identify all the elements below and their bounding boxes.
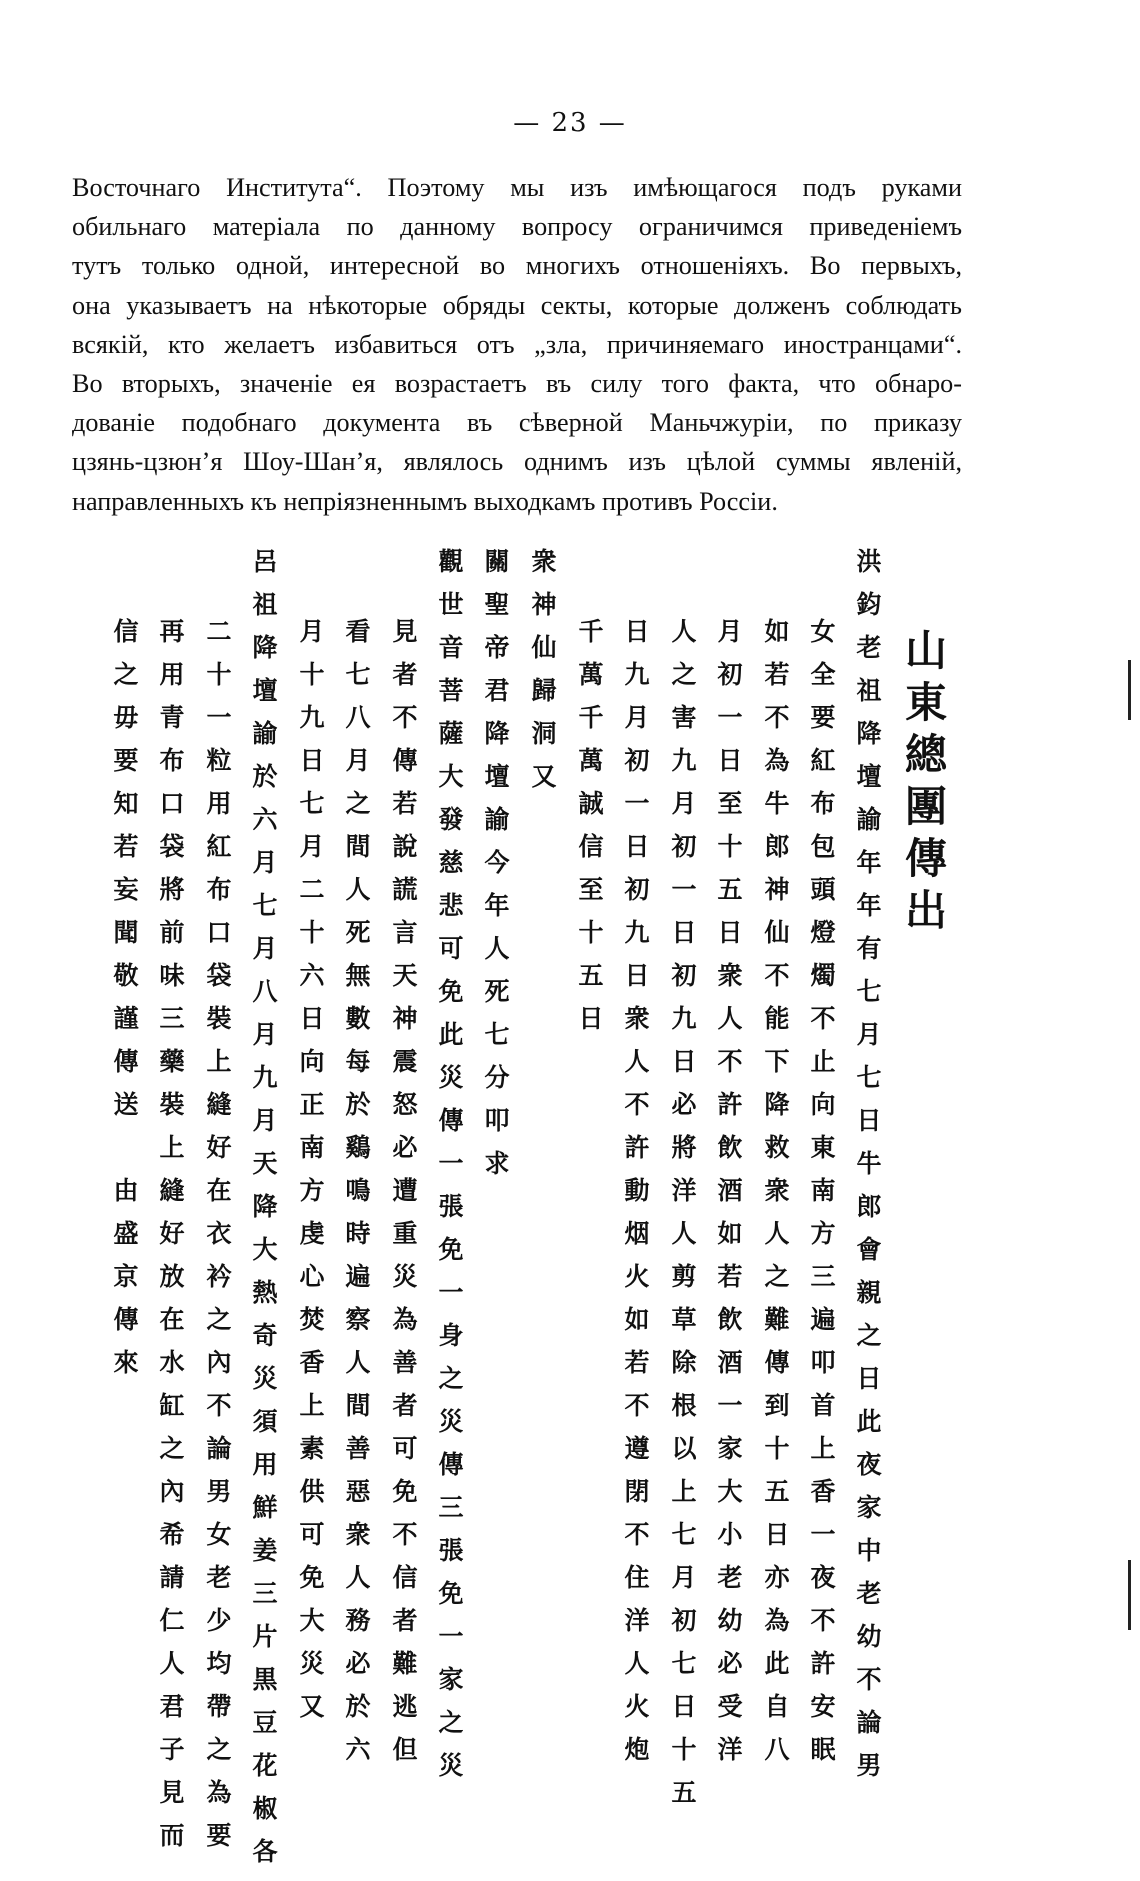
chinese-column: 月初一日至十五日衆人不許飲酒如若飲酒一家大小老幼必受洋 [714, 618, 743, 1779]
chinese-column: 二十一粒用紅布口袋裝上縫好在衣衿之內不論男女老少均帶之為要 [203, 618, 232, 1865]
chinese-column: 見者不傳若說謊言天神震怒必遭重災為善者可免不信者難逃但 [389, 618, 418, 1779]
scan-edge-mark [1128, 660, 1131, 720]
russian-line: направленныхъ къ непріязненнымъ выходкамъ противъ Россіи. [72, 486, 778, 516]
chinese-column: 女全要紅布包頭燈燭不止向東南方三遍叩首上香一夜不許安眠 [807, 618, 836, 1779]
chinese-column: 關聖帝君降壇諭今年人死七分叩求 [481, 548, 510, 1193]
chinese-column: 信之毋要知若妄聞敬謹傳送 由盛京傳來 [110, 618, 139, 1392]
chinese-column: 呂祖降壇諭於六月七月八月九月天降大熱奇災須用鮮姜三片黒豆花椒各 [249, 548, 278, 1881]
chinese-column: 觀世音菩薩大發慈悲可免此災傳一張免一身之災傳三張免一家之災 [435, 548, 464, 1795]
russian-line: всякій, кто желаетъ избавиться отъ „зла, причиняемаго иностранцами“. [72, 329, 962, 359]
russian-line: дованіе подобнаго документа въ сѣверной Маньчжуріи, по приказу [72, 408, 962, 438]
russian-line: Восточнаго Института“. Поэтому мы изъ имѣющагося подъ руками [72, 173, 962, 202]
chinese-column: 再用青布口袋將前味三藥裝上縫好放在水缸之內希請仁人君子見而 [156, 618, 185, 1865]
chinese-column: 如若不為牛郎神仙不能下降救衆人之難傳到十五日亦為此自八 [761, 618, 790, 1779]
russian-line: цзянь-цзюн’я Шоу-Шан’я, являлось однимъ изъ цѣлой суммы явленій, [72, 447, 962, 477]
chinese-column: 人之害九月初一日初九日必將洋人剪草除根以上七月初七日十五 [668, 618, 697, 1822]
russian-line: тутъ только одной, интересной во многихъ отношеніяхъ. Во первыхъ, [72, 251, 962, 281]
chinese-column: 洪鈞老祖降壇諭年年有七月七日牛郎會親之日此夜家中老幼不論男 [853, 548, 882, 1795]
scan-edge-mark [1128, 1560, 1131, 1630]
chinese-proclamation [0, 548, 1140, 1881]
russian-line: Во вторыхъ, значеніе ея возрастаетъ въ силу того факта, что обнаро- [72, 369, 962, 399]
russian-line: она указываетъ на нѣкоторые обряды секты, которые долженъ соблюдать [72, 290, 962, 320]
russian-paragraph [72, 168, 962, 521]
proclamation-title: 山東總團傳出 [899, 628, 948, 940]
chinese-column: 衆神仙歸洞又 [528, 548, 557, 806]
page-number: — 23 — [513, 108, 627, 138]
chinese-column: 日九月初一日初九日衆人不許動烟火如若不遵閉不住洋人火炮 [621, 618, 650, 1779]
russian-line: обильнаго матеріала по данному вопросу ограничимся приведеніемъ [72, 212, 962, 242]
chinese-column: 千萬千萬誠信至十五日 [575, 618, 604, 1048]
chinese-column: 月十九日七月二十六日向正南方虔心焚香上素供可免大災又 [296, 618, 325, 1736]
chinese-column: 看七八月之間人死無數每於鷄鳴時遍察人間善惡衆人務必於六 [342, 618, 371, 1779]
